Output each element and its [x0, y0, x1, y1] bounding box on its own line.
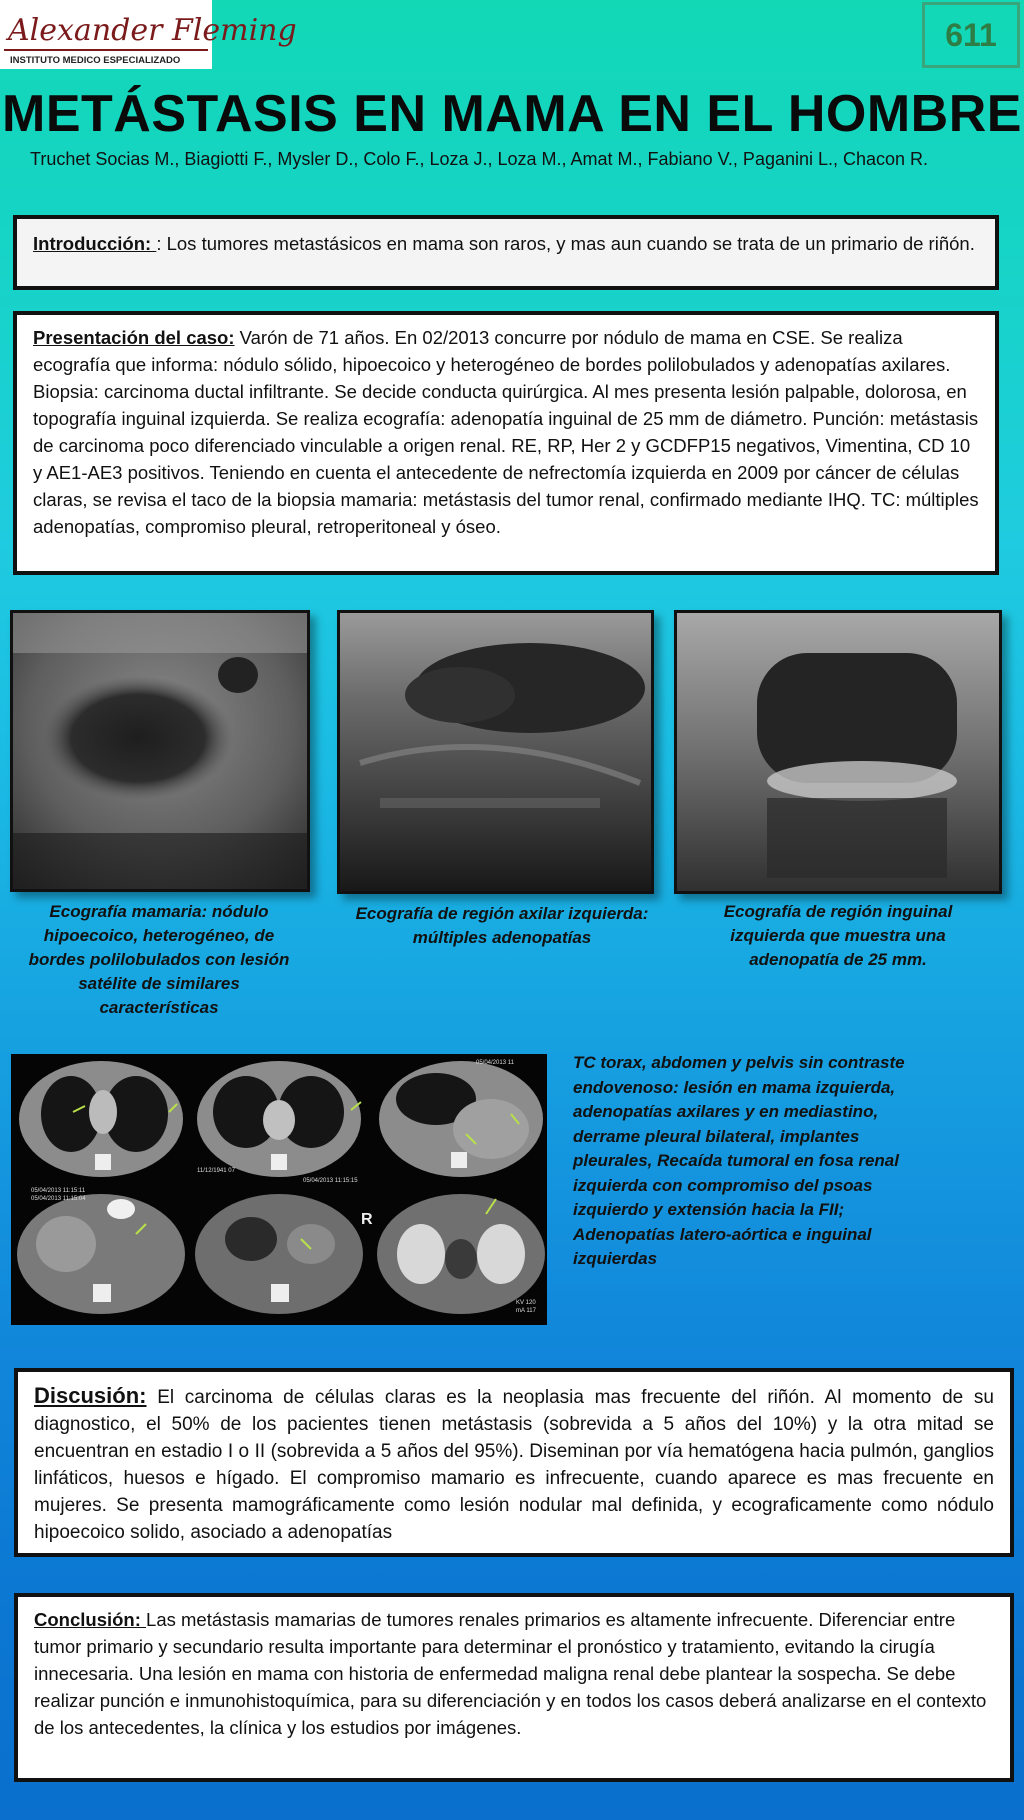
- ct-caption: TC torax, abdomen y pelvis sin contraste endovenoso: lesión en mama izquierda, adenopatías axilares y en mediastino, derrame pleural bilateral, implantes pleurales, Recaída tumoral en fosa renal izquierda con compromiso del psoas izquierdo y extensión hacia la FII; Adenopatías latero-aórtica e inguinal izquierdas: [573, 1053, 905, 1268]
- discussion-box: [14, 1368, 1014, 1557]
- inguinal-ultrasound-caption: Ecografía de región inguinal izquierda que muestra una adenopatía de 25 mm.: [723, 902, 953, 969]
- breast-ultrasound-caption: Ecografía mamaria: nódulo hipoecoico, heterogéneo, de bordes polilobulados con lesión satélite de similares características: [28, 902, 290, 1017]
- ct-slice-abdomen-1: [17, 1194, 185, 1314]
- logo-subtitle: INSTITUTO MEDICO ESPECIALIZADO: [10, 55, 181, 66]
- introduction-box: [13, 215, 999, 290]
- breast-ultrasound-image: [10, 610, 310, 892]
- conclusion-text: Las metástasis mamarias de tumores renales primarios es altamente infrecuente. Diferenciar entre tumor primario y secundario resulta importante para determinar el pronóstico y tratamiento, evitando la cirugía innecesaria. Una lesión en mama con historia de enfermedad maligna renal debe plantear la sospecha. Se debe realizar punción e inmunohistoquímica, para su diferenciación y en todos los casos deberá analizarse en el contexto de los antecedentes, la clínica y los estudios por imágenes.: [34, 1609, 987, 1738]
- ct-date-3: 05/04/2013 11: [476, 1060, 514, 1066]
- discussion-label: Discusión:: [34, 1383, 147, 1408]
- introduction-text: : Los tumores metastásicos en mama son raros, y mas aun cuando se trata de un primario de riñón.: [156, 233, 975, 254]
- ct-slice-thorax-1: [19, 1061, 183, 1177]
- axillary-ultrasound-caption: Ecografía de región axilar izquierda: múltiples adenopatías: [355, 904, 649, 947]
- conclusion-label: Conclusión:: [34, 1609, 147, 1630]
- ct-slice-pelvis: [377, 1194, 545, 1314]
- introduction-label: Introducción:: [33, 233, 157, 254]
- ct-slice-thorax-3: [379, 1061, 543, 1177]
- case-label: Presentación del caso:: [33, 327, 235, 348]
- ct-scan-mosaic: [11, 1054, 547, 1325]
- page-title: METÁSTASIS EN MAMA EN EL HOMBRE: [2, 85, 1022, 143]
- institute-logo: [0, 0, 297, 69]
- poster-number: 611: [922, 2, 1020, 68]
- ct-date-2: 05/04/2013 11:15:15: [303, 1178, 358, 1184]
- ct-ma: mA 117: [516, 1308, 536, 1314]
- case-text: Varón de 71 años. En 02/2013 concurre por nódulo de mama en CSE. Se realiza ecografía que informa: nódulo sólido, hipoecoico y heterogéneo de bordes polilobulados y adenopatías axilares. Biopsia: carcinoma ductal infiltrante. Se decide conducta quirúrgica. Al mes presenta lesión palpable, dolorosa, en topografía inguinal izquierda. Se realiza ecografía: adenopatía inguinal de 25 mm de diámetro. Punción: metástasis de carcinoma poco diferenciado vinculable a origen renal. RE, RP, Her 2 y GCDFP15 negativos, Vimentina, CD 10 y AE1-AE3 positivos. Teniendo en cuenta el antecedente de nefrectomía izquierda en 2009 por cáncer de células claras, se revisa el taco de la biopsia mamaria: metástasis del tumor renal, confirmado mediante IHQ. TC: múltiples adenopatías, compromiso pleural, retroperitoneal y óseo.: [33, 327, 979, 537]
- ct-date-5: 05/04/2013 11:15:04: [31, 1196, 86, 1202]
- conclusion-box: [14, 1593, 1014, 1782]
- case-presentation-box: [13, 311, 999, 575]
- ct-slice-thorax-2: [197, 1061, 361, 1177]
- ct-kv: KV 120: [516, 1300, 536, 1306]
- discussion-text: El carcinoma de células claras es la neoplasia mas frecuente del riñón. Al momento de su diagnostico, el 50% de los pacientes tienen metástasis (sobrevida a 5 años del 10%) y la otra mitad se encuentran en estadio I o II (sobrevida a 5 años del 95%). Diseminan por vía hematógena hacia pulmón, ganglios linfáticos, huesos e hígado. El compromiso mamario es infrecuente, cuando aparece es mas frecuente en mujeres. Se presenta mamográficamente como lesión nodular mal definida, y ecograficamente como nódulo hipoecoico solido, asociado a adenopatías: [34, 1387, 994, 1543]
- ct-date-4: 05/04/2013 11:15:11: [31, 1188, 86, 1194]
- ct-date-1: 11/12/1941 07: [197, 1168, 235, 1174]
- ct-orientation-marker: R: [361, 1211, 373, 1228]
- ct-slice-abdomen-2: [195, 1194, 363, 1314]
- axillary-ultrasound-image: [337, 610, 654, 894]
- logo-name: Alexander Fleming: [8, 13, 297, 48]
- inguinal-ultrasound-image: [674, 610, 1002, 894]
- authors: Truchet Socias M., Biagiotti F., Mysler D., Colo F., Loza J., Loza M., Amat M., Fabiano V., Paganini L., Chacon R.: [30, 149, 929, 169]
